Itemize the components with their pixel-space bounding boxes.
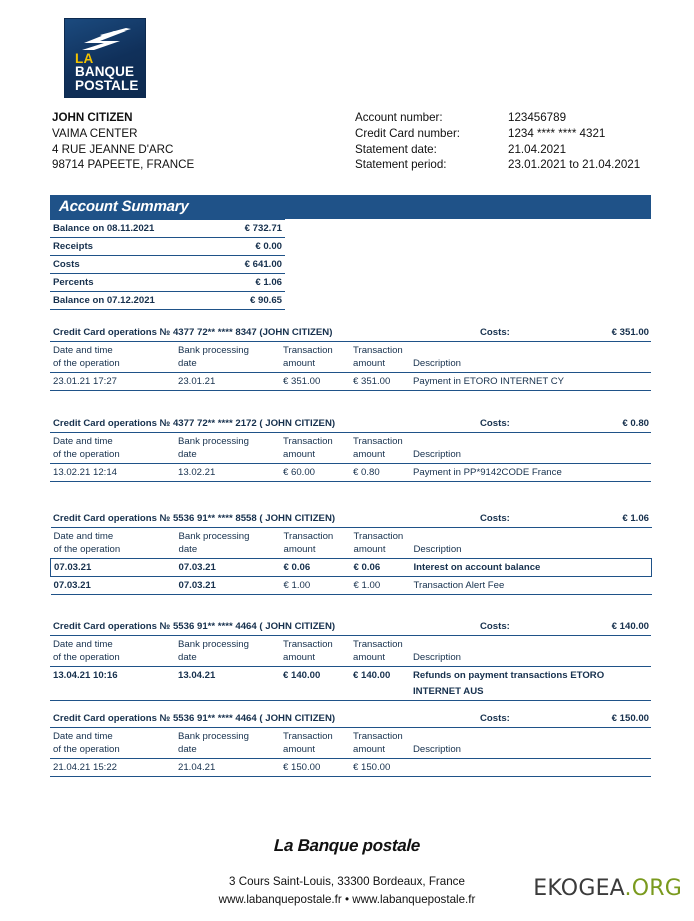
transaction-table	[50, 341, 651, 391]
col-date-header-top: Date and time	[51, 528, 176, 544]
costs-amount: € 140.00	[611, 621, 649, 632]
cell-date: 21.04.21 15:22	[50, 759, 175, 777]
col-bankdate-header-top: Bank processing	[175, 433, 280, 449]
summary-label: Balance on 07.12.2021	[50, 292, 216, 310]
summary-label: Receipts	[50, 238, 216, 256]
footer-websites: www.labanquepostale.fr • www.labanquepostale.fr	[218, 893, 476, 906]
cell-amount-1: € 60.00	[280, 464, 350, 482]
col-bankdate-header-top: Bank processing	[176, 528, 281, 544]
summary-amount: € 90.65	[216, 292, 285, 310]
col-date-header-bot: of the operation	[50, 357, 175, 373]
card-operations-title: Credit Card operations № 5536 91** **** 8558 ( JOHN CITIZEN)	[53, 513, 336, 524]
cell-amount-2: € 0.80	[350, 464, 410, 482]
col-description-header-top	[410, 342, 651, 358]
card-operations-title: Credit Card operations № 5536 91** **** 4464 ( JOHN CITIZEN)	[53, 621, 336, 632]
cell-date: 07.03.21	[51, 577, 176, 595]
col-description-header-bot: Description	[410, 448, 651, 464]
logo-text-postale: POSTALE	[75, 78, 139, 93]
transaction-block-header	[50, 619, 651, 635]
cell-amount-2: € 1.00	[351, 577, 411, 595]
col-bankdate-header-top: Bank processing	[175, 728, 280, 744]
account-info-row	[355, 142, 640, 158]
cell-description	[410, 759, 651, 777]
cell-amount-2: € 150.00	[350, 759, 410, 777]
watermark-tld: .ORG	[624, 876, 682, 901]
footer-address: 3 Cours Saint-Louis, 33300 Bordeaux, France	[229, 875, 465, 888]
footer-bank-name: La Banque postale	[273, 836, 421, 855]
col-date-header-bot: of the operation	[50, 651, 175, 667]
col-bankdate-header-bot: date	[176, 543, 281, 559]
cell-bank-date: 07.03.21	[176, 577, 281, 595]
table-header-row	[50, 743, 651, 759]
col-amount1-header-top: Transaction	[280, 433, 350, 449]
table-row	[50, 373, 651, 391]
table-header-row	[50, 433, 651, 449]
table-header-row	[51, 528, 652, 544]
col-date-header-bot: of the operation	[51, 543, 176, 559]
table-header-row	[50, 728, 651, 744]
summary-amount: € 0.00	[216, 238, 285, 256]
table-row	[50, 256, 285, 274]
col-amount2-header-bot: amount	[351, 543, 411, 559]
table-header-row	[50, 448, 651, 464]
cell-amount-1: € 1.00	[281, 577, 351, 595]
table-header-row	[50, 357, 651, 373]
costs-label: Costs:	[480, 621, 510, 632]
col-description-header-bot: Description	[411, 543, 652, 559]
summary-label: Costs	[50, 256, 216, 274]
table-row	[50, 220, 285, 238]
col-date-header-top: Date and time	[50, 342, 175, 358]
summary-label: Percents	[50, 274, 216, 292]
transaction-block	[50, 619, 651, 701]
col-date-header-top: Date and time	[50, 433, 175, 449]
col-amount1-header-top: Transaction	[280, 636, 350, 652]
customer-name: JOHN CITIZEN	[52, 111, 133, 124]
account-info-row	[355, 157, 640, 173]
col-description-header-bot: Description	[410, 743, 651, 759]
col-bankdate-header-top: Bank processing	[175, 342, 280, 358]
col-amount2-header-bot: amount	[350, 743, 410, 759]
col-date-header-top: Date and time	[50, 636, 175, 652]
cell-amount-2: € 140.00	[353, 670, 391, 681]
account-number-value: 123456789	[508, 111, 567, 124]
transaction-block	[50, 711, 651, 777]
transaction-block	[50, 325, 651, 391]
statement-period-value: 23.01.2021 to 21.04.2021	[508, 158, 641, 172]
cell-description: Interest on account balance	[411, 559, 652, 577]
costs-label: Costs:	[480, 327, 510, 338]
cell-empty	[350, 684, 410, 701]
table-row	[50, 274, 285, 292]
cell-date: 23.01.21 17:27	[50, 373, 175, 391]
account-info-row	[355, 110, 640, 126]
cell-bank-date: 07.03.21	[176, 559, 281, 577]
account-summary-header	[50, 195, 651, 219]
table-row	[50, 464, 651, 482]
col-bankdate-header-bot: date	[175, 651, 280, 667]
cell-amount-1: € 0.06	[281, 559, 351, 577]
cell-description: Refunds on payment transactions ETORO	[413, 670, 605, 681]
costs-amount: € 1.06	[622, 513, 649, 524]
col-date-header-top: Date and time	[50, 728, 175, 744]
transaction-table	[50, 527, 652, 595]
table-row	[50, 759, 651, 777]
transaction-table	[50, 727, 651, 777]
col-amount1-header-top: Transaction	[281, 528, 351, 544]
col-amount2-header-bot: amount	[350, 448, 410, 464]
account-info-block	[355, 110, 640, 173]
card-operations-title: Credit Card operations № 4377 72** **** 8347 (JOHN CITIZEN)	[53, 327, 333, 338]
col-description-header-bot: Description	[410, 357, 651, 373]
cell-bank-date: 21.04.21	[175, 759, 280, 777]
table-header-row	[50, 342, 651, 358]
costs-label: Costs:	[480, 713, 510, 724]
col-amount1-header-top: Transaction	[280, 728, 350, 744]
col-description-header-bot: Description	[410, 651, 651, 667]
col-amount1-header-bot: amount	[280, 448, 350, 464]
card-operations-title: Credit Card operations № 4377 72** **** 2172 ( JOHN CITIZEN)	[53, 418, 336, 429]
col-description-header-top	[410, 433, 651, 449]
cell-amount-1: € 351.00	[280, 373, 350, 391]
col-amount1-header-bot: amount	[280, 743, 350, 759]
cell-amount-2: € 0.06	[351, 559, 411, 577]
col-amount2-header-top: Transaction	[350, 636, 410, 652]
card-operations-title: Credit Card operations № 5536 91** **** 4464 ( JOHN CITIZEN)	[53, 713, 336, 724]
col-amount2-header-top: Transaction	[351, 528, 411, 544]
cell-description: Payment in ETORO INTERNET CY	[410, 373, 651, 391]
col-amount2-header-bot: amount	[350, 357, 410, 373]
cell-bank-date: 23.01.21	[175, 373, 280, 391]
table-row	[51, 577, 652, 595]
cell-bank-date: 13.04.21	[178, 670, 216, 681]
credit-card-number-label: Credit Card number:	[355, 126, 461, 140]
col-amount1-header-bot: amount	[280, 651, 350, 667]
cell-description: Transaction Alert Fee	[411, 577, 652, 595]
costs-amount: € 0.80	[622, 418, 649, 429]
col-bankdate-header-top: Bank processing	[175, 636, 280, 652]
credit-card-number-value: 1234 **** **** 4321	[508, 126, 606, 140]
col-bankdate-header-bot: date	[175, 743, 280, 759]
customer-address-line-4: 98714 PAPEETE, FRANCE	[52, 158, 195, 172]
cell-date: 13.02.21 12:14	[50, 464, 175, 482]
cell-empty	[280, 684, 350, 701]
cell-description: Payment in PP*9142CODE France	[410, 464, 651, 482]
cell-empty	[50, 684, 175, 701]
cell-date: 13.04.21 10:16	[53, 670, 118, 681]
cell-amount-1: € 150.00	[280, 759, 350, 777]
col-date-header-bot: of the operation	[50, 448, 175, 464]
customer-address-line-2: VAIMA CENTER	[52, 126, 138, 140]
watermark-name: EKOGEA	[533, 876, 625, 901]
logo-text-la: LA	[75, 51, 94, 66]
summary-amount: € 732.71	[216, 220, 285, 238]
table-row	[50, 667, 651, 685]
col-description-header-top	[411, 528, 652, 544]
col-amount1-header-bot: amount	[280, 357, 350, 373]
col-amount2-header-top: Transaction	[350, 433, 410, 449]
col-amount2-header-top: Transaction	[350, 342, 410, 358]
bird-logo-icon	[74, 26, 138, 52]
transaction-block-header	[50, 711, 651, 727]
transaction-block-header	[50, 325, 651, 341]
cell-amount-2: € 351.00	[350, 373, 410, 391]
col-description-header-top	[410, 636, 651, 652]
account-summary-title: Account Summary	[58, 198, 189, 215]
table-header-row	[51, 543, 652, 559]
cell-amount-1: € 140.00	[283, 670, 321, 681]
customer-address-block	[52, 110, 194, 173]
transaction-block	[50, 416, 651, 482]
customer-address-line-3: 4 RUE JEANNE D'ARC	[52, 142, 174, 156]
cell-date: 07.03.21	[51, 559, 176, 577]
summary-label: Balance on 08.11.2021	[50, 220, 216, 238]
col-amount2-header-top: Transaction	[350, 728, 410, 744]
transaction-block	[50, 511, 651, 595]
transaction-table	[50, 635, 651, 701]
logo-text-banque: BANQUE	[75, 64, 135, 79]
table-row	[50, 238, 285, 256]
cell-empty	[175, 684, 280, 701]
col-bankdate-header-bot: date	[175, 448, 280, 464]
costs-amount: € 351.00	[611, 327, 649, 338]
table-row-continuation	[50, 684, 651, 701]
table-header-row	[50, 636, 651, 652]
summary-amount: € 641.00	[216, 256, 285, 274]
statement-date-label: Statement date:	[355, 142, 437, 156]
transaction-block-header	[50, 511, 651, 527]
statement-date-value: 21.04.2021	[508, 142, 567, 156]
col-amount2-header-bot: amount	[350, 651, 410, 667]
table-row-highlighted[interactable]	[51, 559, 652, 577]
account-info-row	[355, 126, 640, 142]
col-amount1-header-bot: amount	[281, 543, 351, 559]
ekogea-watermark	[533, 876, 682, 901]
cell-description-continuation: INTERNET AUS	[410, 684, 651, 701]
col-description-header-top	[410, 728, 651, 744]
summary-amount: € 1.06	[216, 274, 285, 292]
account-summary-table	[50, 219, 285, 310]
col-bankdate-header-bot: date	[175, 357, 280, 373]
table-row	[50, 292, 285, 310]
costs-label: Costs:	[480, 513, 510, 524]
cell-bank-date: 13.02.21	[175, 464, 280, 482]
col-date-header-bot: of the operation	[50, 743, 175, 759]
bank-logo	[64, 18, 146, 98]
transaction-table	[50, 432, 651, 482]
costs-label: Costs:	[480, 418, 510, 429]
table-header-row	[50, 651, 651, 667]
costs-amount: € 150.00	[611, 713, 649, 724]
statement-period-label: Statement period:	[355, 158, 447, 172]
transaction-block-header	[50, 416, 651, 432]
col-amount1-header-top: Transaction	[280, 342, 350, 358]
account-number-label: Account number:	[355, 111, 443, 124]
